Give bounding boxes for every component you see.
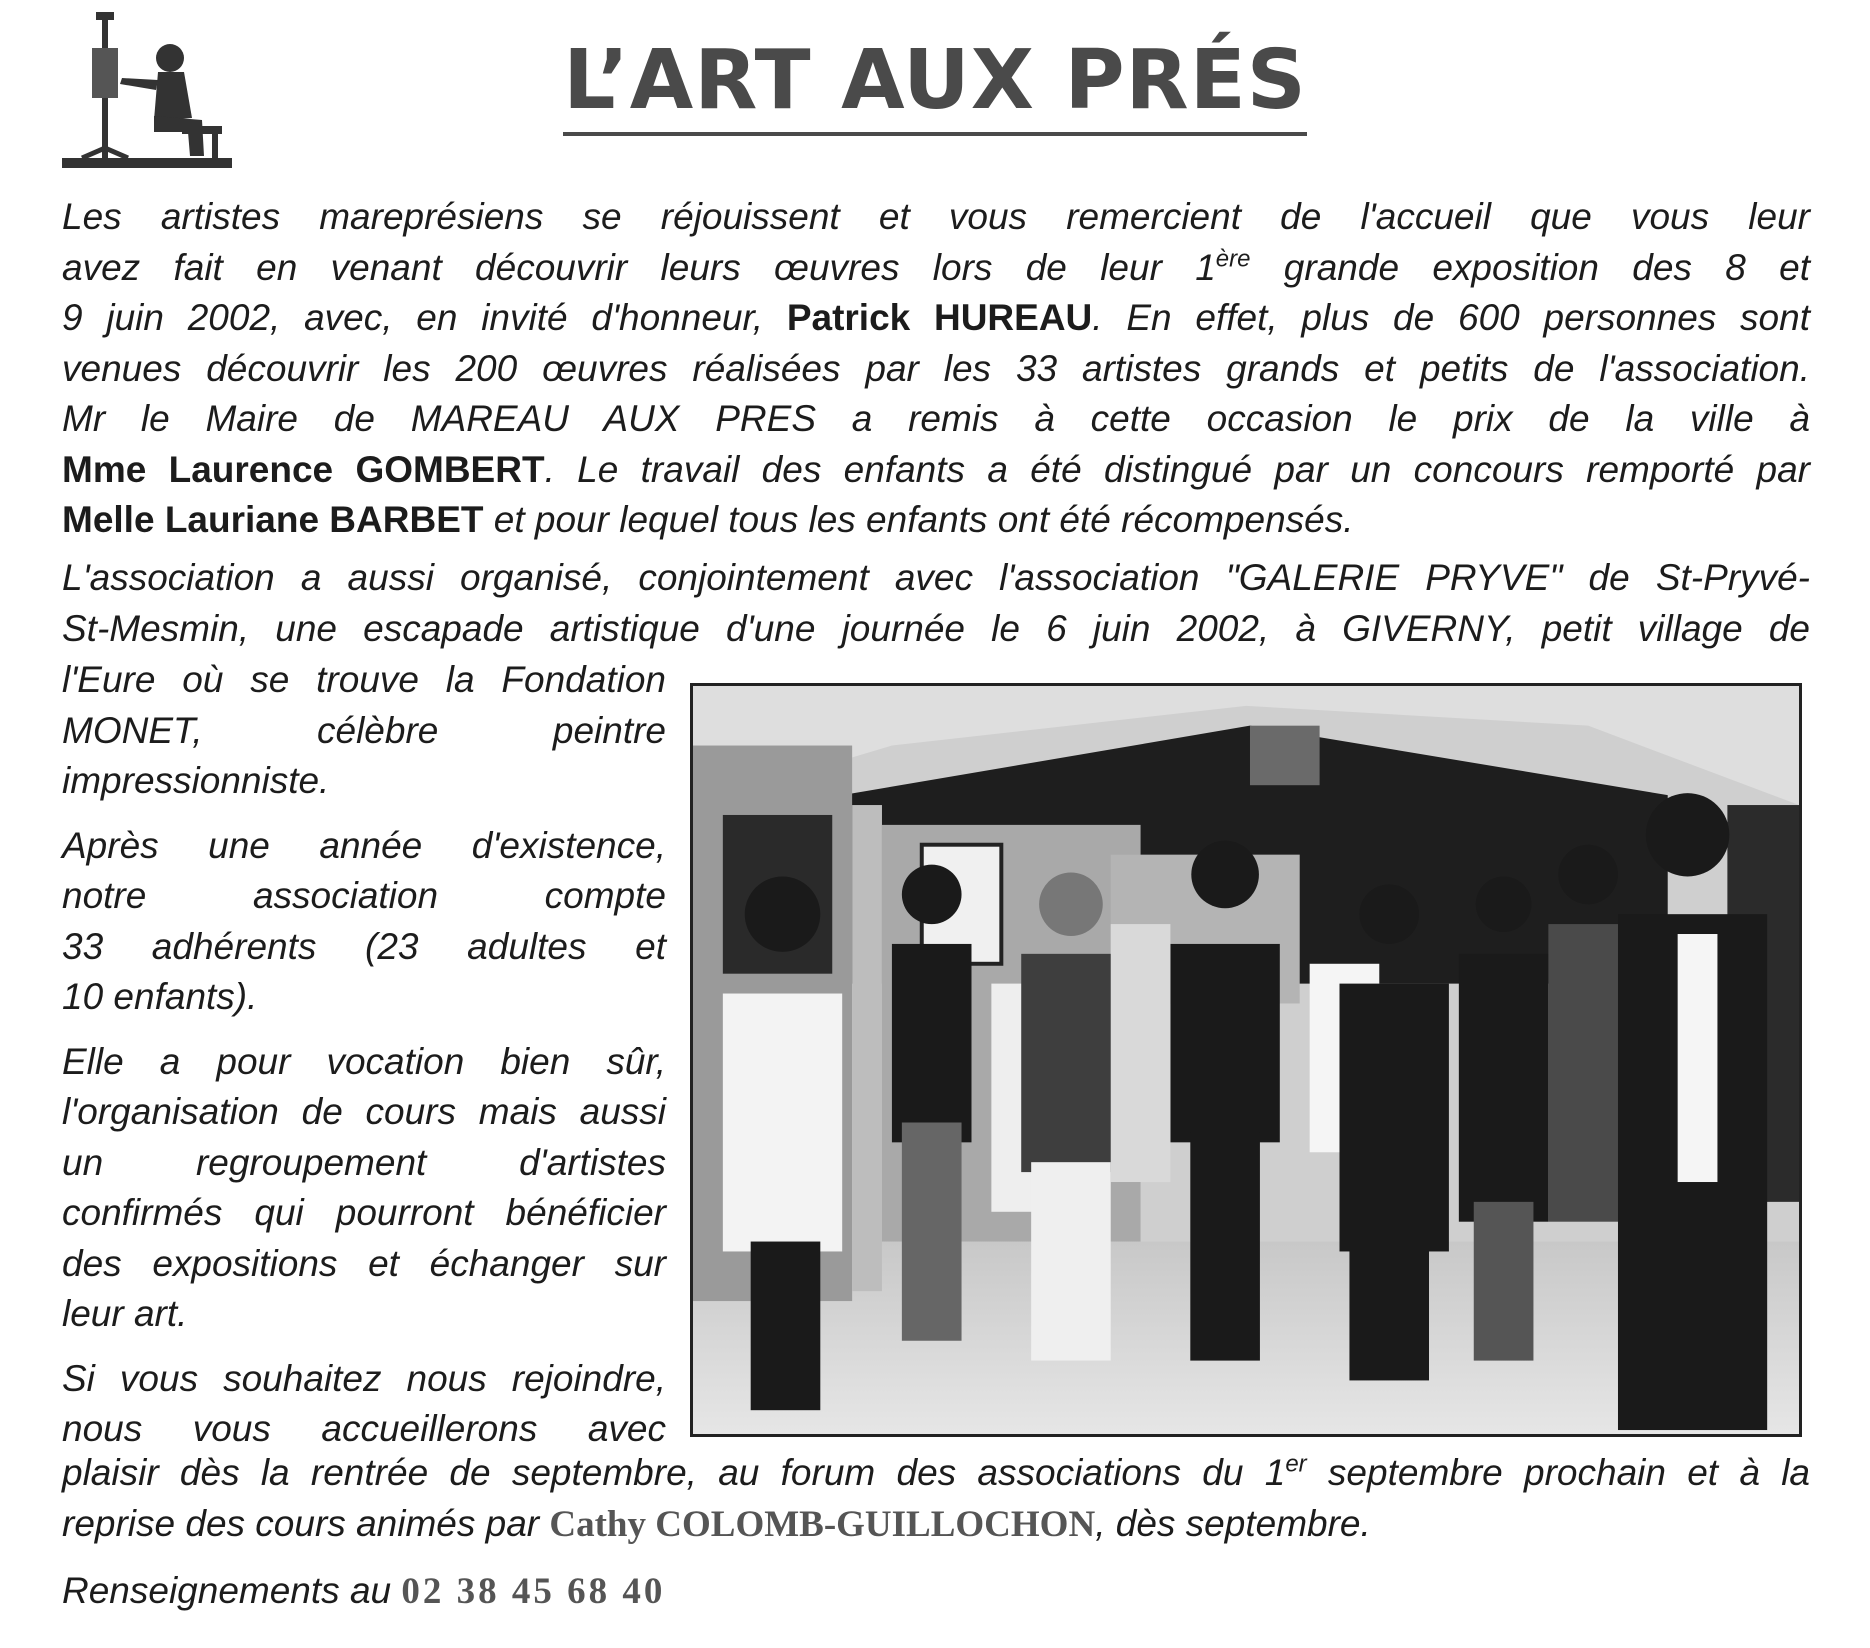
text-line: reprise des cours animés par Cathy COLOMB-GUILLOCHON, dès septembre. xyxy=(62,1502,1371,1545)
page-title: L’ART AUX PRÉS xyxy=(0,40,1870,122)
phone-number: 02 38 45 68 40 xyxy=(401,1571,666,1612)
paragraph-vocation: Elle a pour vocation bien sûr, l'organisation de cours mais aussi un regroupement d'artistes confirmés qui pourront bénéficier des expositions et échanger sur leur art. xyxy=(62,1040,666,1334)
paragraph-join: Si vous souhaitez nous rejoindre, nous vous accueillerons avec xyxy=(62,1357,666,1449)
guest-name: Patrick HUREAU xyxy=(786,297,1093,338)
prize-winner-name: Mme Laurence GOMBERT xyxy=(62,448,545,490)
text-line: avez fait en venant découvrir leurs œuvres lors de leur 1ère grande exposition des 8 et xyxy=(62,245,1810,288)
text-line: 9 juin 2002, avec, en invité d'honneur, Patrick HUREAU. En effet, plus de 600 personnes sont xyxy=(62,297,1810,338)
paragraph-members: Après une année d'existence, notre association compte 33 adhérents (23 adultes et 10 enfants). xyxy=(62,824,666,1017)
text-line: St-Mesmin, une escapade artistique d'une journée le 6 juin 2002, à GIVERNY, petit village de xyxy=(62,607,1810,649)
left-column xyxy=(62,655,666,1469)
text-line: L'association a aussi organisé, conjointement avec l'association "GALERIE PRYVE" de St-Pryvé- xyxy=(62,557,1810,598)
teacher-name: Cathy COLOMB-GUILLOCHON xyxy=(549,1503,1096,1545)
text-line: Mr le Maire de MAREAU AUX PRES a remis à cette occasion le prix de la ville à xyxy=(62,398,1810,439)
contest-winner-name: Melle Lauriane BARBET xyxy=(62,499,484,540)
text-line: plaisir dès la rentrée de septembre, au forum des associations du 1er septembre prochain et à la xyxy=(62,1450,1810,1493)
text-line: venues découvrir les 200 œuvres réalisées par les 33 artistes grands et petits de l'association. xyxy=(62,347,1810,389)
exhibition-photo xyxy=(690,683,1802,1437)
closing-paragraph xyxy=(62,1448,1810,1550)
text-line: Melle Lauriane BARBET et pour lequel tous les enfants ont été récompensés. xyxy=(62,499,1354,540)
contact-label: Renseignements au xyxy=(62,1570,402,1611)
paragraph-monet: l'Eure où se trouve la Fondation MONET, célèbre peintre impressionniste. xyxy=(62,659,666,801)
intro-paragraph xyxy=(62,192,1810,546)
text-line: Mme Laurence GOMBERT. Le travail des enfants a été distingué par un concours remporté par xyxy=(62,448,1810,490)
text-line: Les artistes mareprésiens se réjouissent et vous remercient de l'accueil que vous leur xyxy=(62,196,1810,237)
contact-line xyxy=(62,1566,665,1618)
excursion-paragraph xyxy=(62,553,1810,654)
